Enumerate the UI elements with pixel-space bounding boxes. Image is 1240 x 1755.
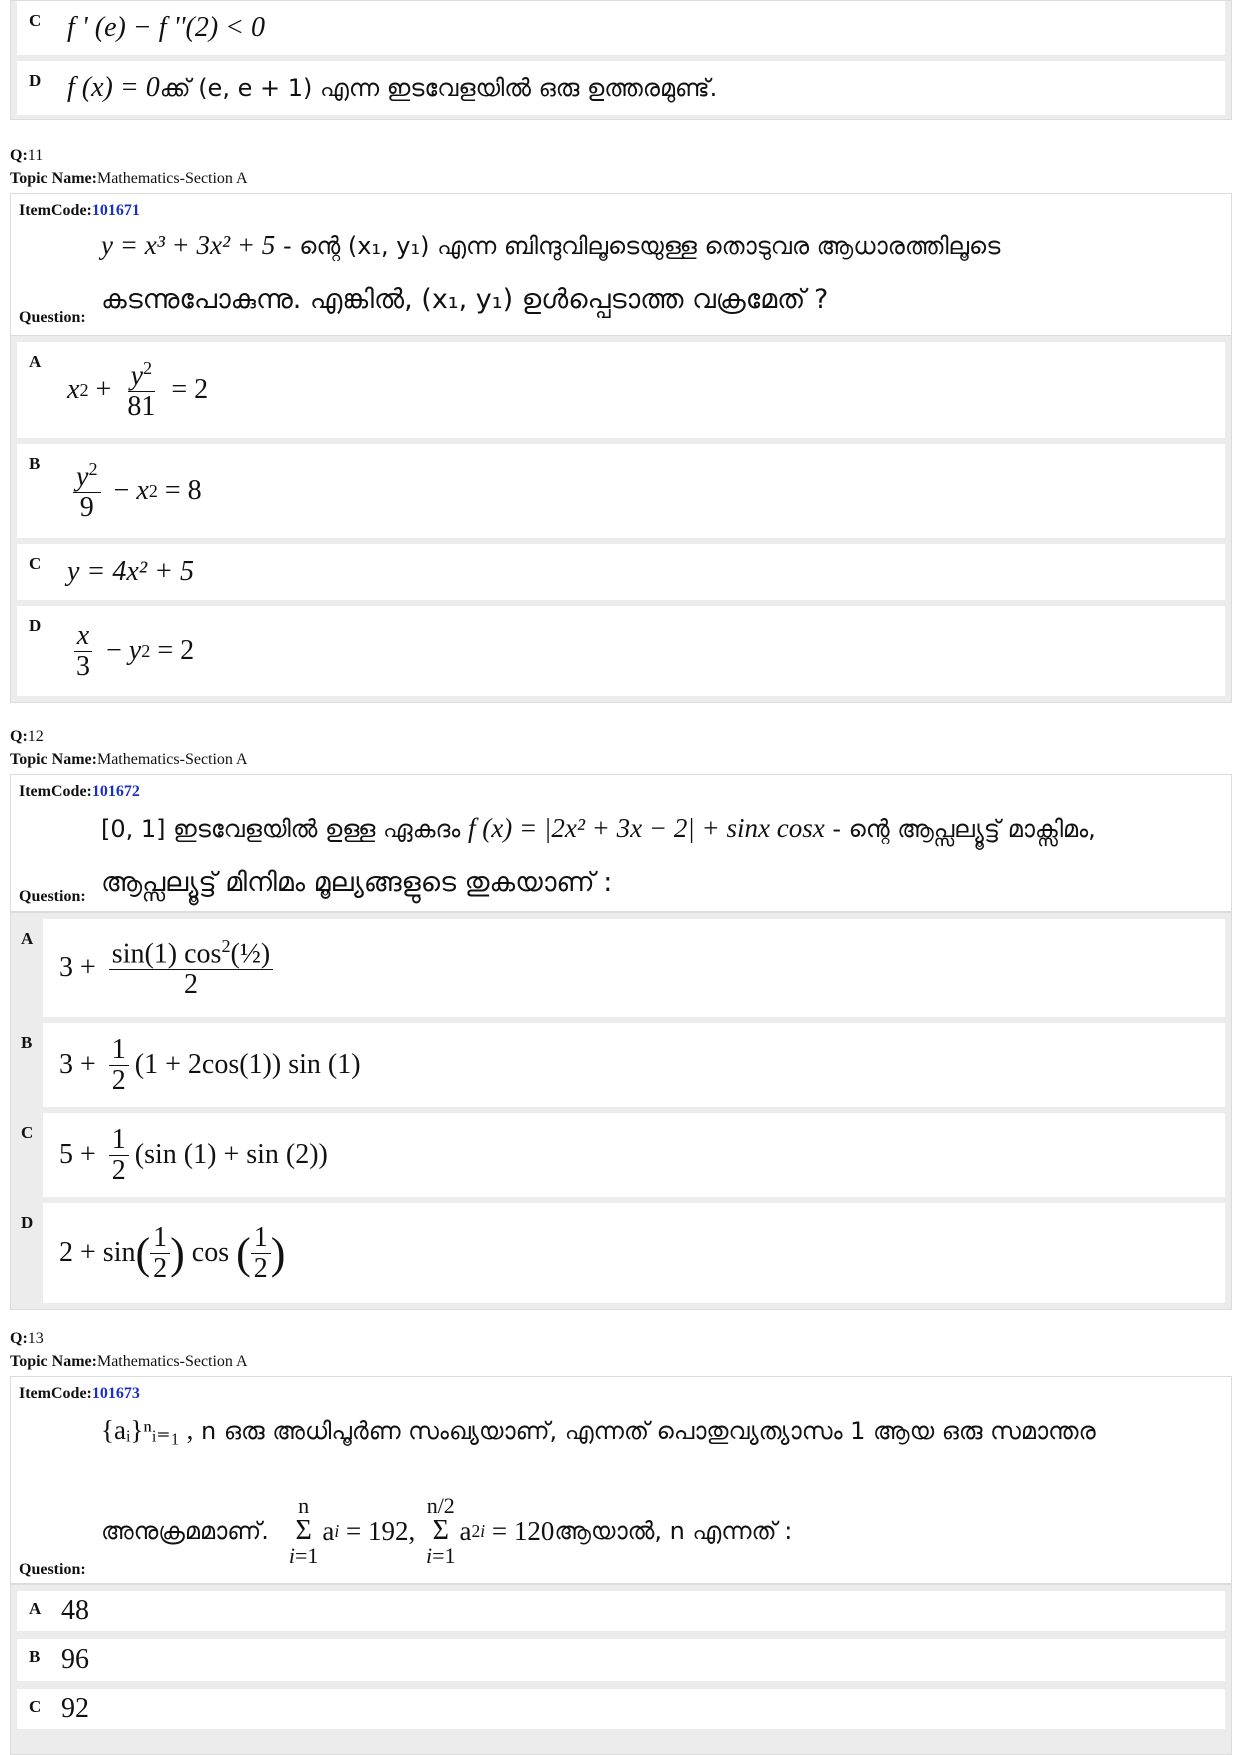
- q13-sum-expression: n Σ i=1 a i = 192, n/2 Σ i=1 a 2i = 120: [288, 1493, 555, 1568]
- option-math: 3 + $\frac{1}{2}$ (1 + 2cos(1)) sin (1): [59, 1034, 361, 1096]
- q13-option-c[interactable]: [17, 1689, 1225, 1729]
- q11-topic: Topic Name:Mathematics-Section A: [10, 170, 248, 187]
- q13-question-line2: അനുക്രമമാണ്. n Σ i=1 a i = 192, n/2 Σ i=1 a 2i = 120 ആയാൽ, n എന്നത് :: [101, 1493, 793, 1568]
- q13-option-b[interactable]: [17, 1639, 1225, 1681]
- q11-option-a[interactable]: [17, 342, 1225, 438]
- q10-option-c[interactable]: [17, 1, 1225, 55]
- option-text: [67, 61, 717, 115]
- option-math: 5 + $\frac{1}{2}$ (sin (1) + sin (2)): [59, 1124, 328, 1186]
- q12-question-line1: [0, 1] ഇടവേളയിൽ ഉള്ള ഏകദം f (x) = |2x² + 3x − 2| + sinx cosx - ന്റെ ആപ്സല്യൂട്ട് മാക്സിമം,: [101, 813, 1096, 843]
- option-label: A: [29, 352, 42, 371]
- q13-options-box: [10, 1584, 1232, 1755]
- q12-option-a[interactable]: [21, 919, 1225, 1017]
- q13-itemcode: ItemCode:101673: [19, 1385, 140, 1402]
- option-math: 2 + sin ( $\frac{1}{2}$ ) cos ( $\frac{1}{2}$ ): [59, 1222, 286, 1284]
- q13-box: [10, 1376, 1232, 1584]
- option-text: 48: [61, 1595, 89, 1626]
- option-text: 96: [61, 1644, 89, 1675]
- option-label: B: [21, 1033, 33, 1052]
- q13-number: Q:13: [10, 1330, 44, 1347]
- q10-options-box: [10, 0, 1232, 120]
- q12-option-c[interactable]: [21, 1113, 1225, 1197]
- option-label: C: [29, 11, 42, 30]
- option-text: f ' (e) − f ''(2) < 0: [67, 12, 266, 43]
- option-math: $\frac{y^2}{9}$ − x 2 = 8: [67, 444, 202, 538]
- option-label: C: [21, 1123, 34, 1142]
- option-label: B: [29, 454, 41, 473]
- option-label: B: [29, 1647, 41, 1666]
- option-label: D: [29, 616, 42, 635]
- q11-question-label: Question:: [19, 309, 86, 326]
- q12-box: [10, 774, 1232, 912]
- q11-number: Q:11: [10, 147, 44, 164]
- q11-question-line2: കടന്നുപോകുന്നു. എങ്കിൽ, (x₁, y₁) ഉൾപ്പെടാത്ത വക്രമേത് ?: [101, 284, 829, 315]
- q11-option-d[interactable]: [17, 606, 1225, 696]
- q13-question-label: Question:: [19, 1561, 86, 1578]
- option-label: C: [29, 554, 42, 573]
- option-math: 3 + $\frac{\sin(1) \cos^2(\frac{1}{2})}{2}$: [59, 919, 279, 1017]
- option-math: x 2 + $\frac{y^2}{81}$ = 2: [67, 357, 209, 422]
- q10-option-d[interactable]: [17, 61, 1225, 115]
- option-math: $\frac{x}{3}$ − y 2 = 2: [67, 606, 194, 696]
- q12-option-b[interactable]: [21, 1023, 1225, 1107]
- option-label: D: [21, 1213, 34, 1232]
- q13-topic: Topic Name:Mathematics-Section A: [10, 1353, 248, 1370]
- q11-question-line1: y = x³ + 3x² + 5 - ന്റെ (x₁, y₁) എന്ന ബിന്ദുവിലൂടെയുള്ള തൊടുവര ആധാരത്തിലൂടെ: [101, 230, 1001, 260]
- option-label: C: [29, 1697, 42, 1716]
- q11-option-b[interactable]: [17, 444, 1225, 538]
- q12-number: Q:12: [10, 728, 44, 745]
- option-label: A: [29, 1599, 42, 1618]
- option-text: 92: [61, 1693, 89, 1724]
- q11-itemcode: ItemCode:101671: [19, 202, 140, 219]
- q12-itemcode: ItemCode:101672: [19, 783, 140, 800]
- q12-options-box: [10, 912, 1232, 1310]
- option-ml: ക്ക് (e, e + 1) എന്ന ഇടവേളയിൽ ഒരു ഉത്തരമുണ്ട്.: [159, 74, 718, 102]
- q11-option-c[interactable]: [17, 544, 1225, 600]
- q11-options-box: [10, 335, 1232, 703]
- option-label: A: [21, 929, 34, 948]
- option-math: f (x) = 0: [67, 72, 160, 103]
- option-label: D: [29, 71, 42, 90]
- q13-question-line1: {aᵢ}ⁿᵢ₌₁ , n ഒരു അധിപൂർണ സംഖ്യയാണ്, എന്നത് പൊതുവ്യത്യാസം 1 ആയ ഒരു സമാന്തര: [101, 1415, 1096, 1445]
- option-text: y = 4x² + 5: [67, 556, 195, 587]
- q12-question-label: Question:: [19, 888, 86, 905]
- q12-question-line2: ആപ്സല്യൂട്ട് മിനിമം മൂല്യങ്ങളുടെ തുകയാണ് :: [101, 867, 613, 898]
- q13-option-a[interactable]: [17, 1591, 1225, 1631]
- q12-option-d[interactable]: [21, 1203, 1225, 1303]
- q12-topic: Topic Name:Mathematics-Section A: [10, 751, 248, 768]
